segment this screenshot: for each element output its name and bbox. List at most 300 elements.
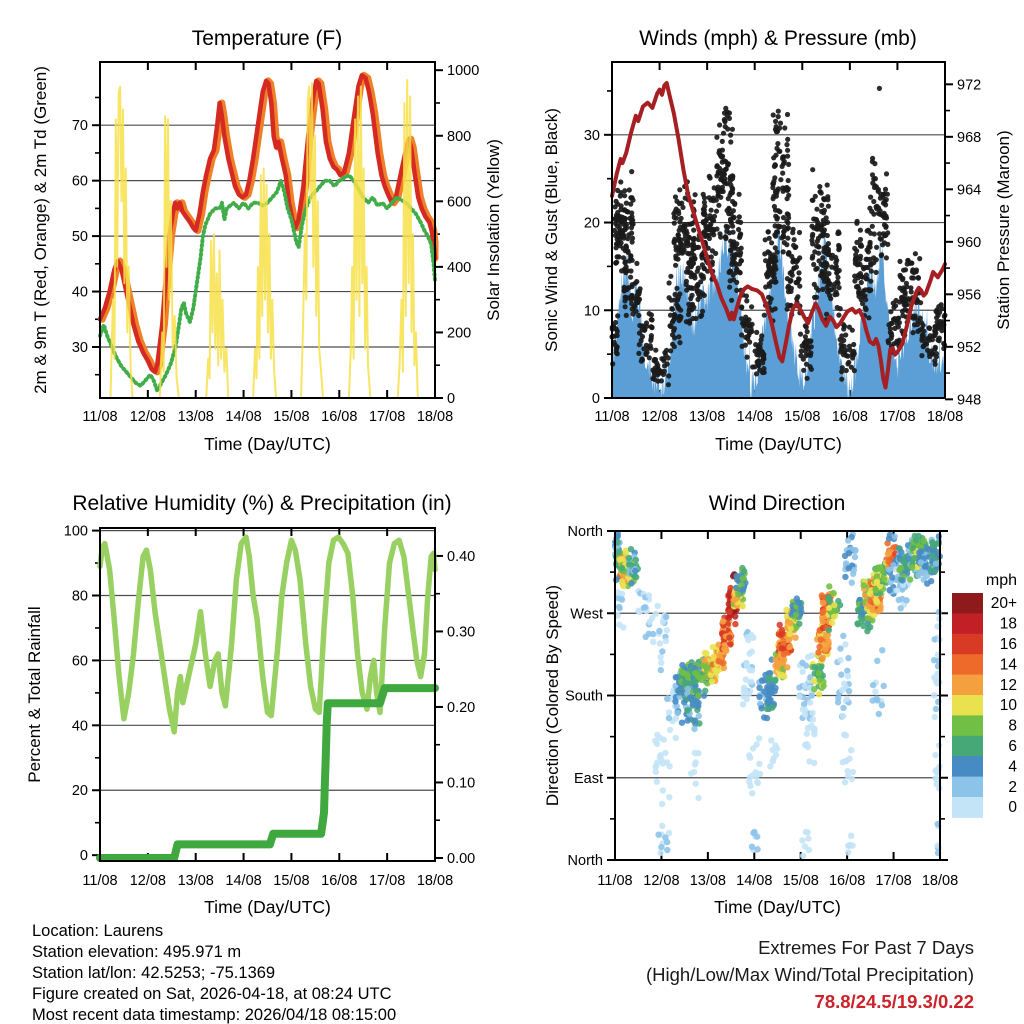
legend-swatch — [952, 777, 983, 798]
gust-dot — [852, 246, 857, 251]
wind-dir-dot — [711, 654, 717, 660]
wind-dir-dot — [799, 837, 805, 843]
gust-dot — [677, 314, 682, 319]
gust-dot — [849, 365, 854, 370]
y-tick-label: North — [567, 853, 603, 869]
x-tick-label: 17/08 — [879, 409, 916, 425]
gust-dot — [634, 261, 639, 266]
gust-dot — [615, 313, 620, 318]
x-tick-label: 13/08 — [688, 409, 726, 425]
gust-dot — [636, 300, 641, 305]
gust-dot — [838, 337, 843, 342]
gust-dot — [762, 370, 767, 375]
gust-dot — [866, 315, 871, 320]
gust-dot — [855, 256, 860, 261]
wind-dir-dot — [903, 597, 909, 603]
x-tick-label: 13/08 — [177, 409, 214, 425]
gust-dot — [793, 245, 798, 250]
gust-dot — [771, 255, 776, 260]
wind-dir-dot — [784, 664, 790, 670]
y-tick-label: 50 — [71, 229, 88, 246]
x-tick-label: 17/08 — [368, 873, 406, 889]
wind-dir-dot — [859, 611, 865, 617]
gust-dot — [884, 171, 889, 176]
y-tick-label: 70 — [71, 118, 88, 135]
wind-dir-dot — [646, 592, 652, 598]
gust-dot — [874, 270, 879, 275]
wind-dir-dot — [746, 778, 752, 784]
gust-dot — [937, 338, 942, 343]
gust-dot — [864, 276, 869, 281]
gust-dot — [734, 280, 739, 285]
wind-dir-dot — [845, 537, 851, 543]
gust-dot — [809, 344, 814, 349]
wind-dir-dot — [756, 685, 762, 691]
y2-tick-label: 0.20 — [447, 699, 476, 716]
wind-dir-dot — [891, 533, 897, 539]
gust-dot — [818, 189, 823, 194]
gust-dot — [738, 220, 743, 225]
gust-dot — [933, 309, 938, 314]
wind-dir-dot — [679, 669, 685, 675]
wind-dir-dot — [704, 665, 710, 671]
gust-dot — [624, 243, 629, 248]
gust-dot — [877, 86, 882, 91]
gust-dot — [653, 357, 658, 362]
wind-dir-dot — [870, 682, 876, 688]
gust-dot — [737, 214, 742, 219]
gust-dot — [878, 236, 883, 241]
gust-dot — [717, 122, 722, 127]
gust-dot — [780, 154, 785, 159]
extremes-title: Extremes For Past 7 Days — [758, 937, 974, 958]
gust-dot — [672, 344, 677, 349]
gust-dot — [696, 245, 701, 250]
x-tick-label: 11/08 — [597, 873, 633, 889]
y2-tick-label: 400 — [447, 259, 472, 276]
gust-dot — [684, 269, 689, 274]
gust-dot — [784, 142, 789, 147]
gust-dot — [821, 210, 826, 215]
x-axis-label: Time (Day/UTC) — [204, 897, 331, 917]
wind-dir-dot — [660, 787, 666, 793]
gust-dot — [858, 242, 863, 247]
left-axis-label: Sonic Wind & Gust (Blue, Black) — [542, 108, 561, 352]
gust-dot — [765, 249, 770, 254]
gust-dot — [722, 119, 727, 124]
gust-dot — [778, 177, 783, 182]
legend-swatch — [952, 736, 983, 757]
wind-dir-dot — [804, 741, 810, 747]
gust-dot — [702, 195, 707, 200]
gust-dot — [667, 295, 672, 300]
y2-tick-label: 200 — [447, 325, 472, 342]
legend-swatch — [952, 654, 983, 675]
wind-dir-dot — [779, 645, 785, 651]
gust-dot — [749, 304, 754, 309]
gust-dot — [886, 338, 891, 343]
gust-dot — [649, 333, 654, 338]
wind-dir-dot — [936, 533, 942, 539]
gust-dot — [835, 269, 840, 274]
wind-dir-dot — [820, 600, 826, 606]
gust-dot — [910, 330, 915, 335]
wind-dir-dot — [701, 693, 707, 699]
gust-dot — [827, 280, 832, 285]
wind-dir-dot — [848, 747, 854, 753]
gust-dot — [722, 181, 727, 186]
y-tick-label: 30 — [71, 339, 88, 356]
gust-dot — [939, 328, 944, 333]
gust-dot — [728, 139, 733, 144]
gust-dot — [667, 323, 672, 328]
wind-dir-dot — [743, 676, 749, 682]
wind-dir-dot — [815, 649, 821, 655]
wind-dir-dot — [918, 548, 924, 554]
wind-dir-dot — [693, 781, 699, 787]
wind-dir-dot — [685, 686, 691, 692]
wind-dir-dot — [642, 604, 648, 610]
gust-dot — [883, 187, 888, 192]
wind-dir-dot — [653, 769, 659, 775]
gust-dot — [786, 212, 791, 217]
gust-dot — [883, 233, 888, 238]
gust-dot — [824, 246, 829, 251]
gust-dot — [629, 214, 634, 219]
left-axis-label: Percent & Total Rainfall — [25, 606, 44, 783]
wind-dir-dot — [870, 697, 876, 703]
gust-dot — [708, 198, 713, 203]
x-tick-label: 11/08 — [594, 409, 630, 425]
y2-tick-label: 0 — [447, 391, 456, 407]
gust-dot — [866, 249, 871, 254]
wind-dir-dot — [896, 597, 902, 603]
gust-dot — [649, 325, 654, 330]
wind-dir-dot — [635, 608, 641, 614]
gust-dot — [788, 279, 793, 284]
gust-dot — [624, 313, 629, 318]
x-tick-label: 14/08 — [225, 409, 262, 425]
series-relative_humidity — [100, 537, 435, 732]
wind-dir-dot — [616, 622, 622, 628]
wind-dir-dot — [835, 699, 841, 705]
wind-dir-dot — [898, 549, 904, 555]
wind-dir-dot — [702, 673, 708, 679]
wind-dir-dot — [933, 561, 939, 567]
gust-dot — [714, 135, 719, 140]
x-axis-label: Time (Day/UTC) — [715, 434, 842, 454]
wind-dir-dot — [809, 693, 815, 699]
gust-dot — [861, 266, 866, 271]
wind-dir-dot — [749, 844, 755, 850]
x-tick-label: 18/08 — [926, 409, 964, 425]
gust-dot — [636, 291, 641, 296]
legend-swatch — [952, 695, 983, 716]
wind-dir-dot — [921, 538, 927, 544]
gust-dot — [710, 218, 715, 223]
wind-dir-dot — [773, 752, 779, 758]
gust-dot — [933, 346, 938, 351]
wind-dir-dot — [633, 557, 639, 563]
legend-title: mph — [985, 572, 1017, 589]
gust-dot — [889, 331, 894, 336]
series-solar_insolation — [100, 80, 435, 398]
gust-dot — [634, 279, 639, 284]
gust-dot — [647, 355, 652, 360]
gust-dot — [897, 259, 902, 264]
gust-dot — [624, 264, 629, 269]
gust-dot — [859, 280, 864, 285]
gust-dot — [871, 199, 876, 204]
gust-dot — [691, 246, 696, 251]
x-tick-label: 11/08 — [82, 409, 118, 425]
gust-dot — [618, 179, 623, 184]
gust-dot — [691, 228, 696, 233]
gust-dot — [795, 294, 800, 299]
y-tick-label: 30 — [583, 127, 600, 144]
gust-dot — [732, 253, 737, 258]
gust-dot — [782, 240, 787, 245]
wind-dir-dot — [667, 727, 673, 733]
gust-dot — [739, 304, 744, 309]
wind-dir-dot — [653, 611, 659, 617]
gust-dot — [826, 204, 831, 209]
gust-dot — [730, 190, 735, 195]
gust-dot — [773, 306, 778, 311]
wind-dir-dot — [860, 623, 866, 629]
gust-dot — [748, 326, 753, 331]
gust-dot — [734, 267, 739, 272]
gust-dot — [916, 276, 921, 281]
wind-dir-dot — [726, 634, 732, 640]
gust-dot — [720, 160, 725, 165]
gust-dot — [727, 285, 732, 290]
gust-dot — [773, 267, 778, 272]
x-tick-label: 17/08 — [875, 873, 912, 889]
gust-dot — [676, 232, 681, 237]
wind-dir-dot — [658, 667, 664, 673]
gust-dot — [933, 324, 938, 329]
gust-dot — [723, 124, 728, 129]
wind-dir-dot — [842, 779, 848, 785]
wind-dir-dot — [723, 648, 729, 654]
gust-dot — [662, 369, 667, 374]
gust-dot — [774, 124, 779, 129]
wind-dir-dot — [650, 639, 656, 645]
gust-dot — [879, 252, 884, 257]
gust-dot — [728, 269, 733, 274]
gust-dot — [688, 296, 693, 301]
gust-dot — [670, 307, 675, 312]
wind-dir-dot — [744, 634, 750, 640]
gust-dot — [796, 270, 801, 275]
gust-dot — [874, 245, 879, 250]
x-tick-label: 18/08 — [921, 873, 959, 889]
wind-dir-dot — [740, 575, 746, 581]
gust-dot — [775, 215, 780, 220]
gust-dot — [856, 291, 861, 296]
gust-dot — [691, 305, 696, 310]
gust-dot — [837, 285, 842, 290]
gust-dot — [644, 320, 649, 325]
gust-dot — [622, 285, 627, 290]
wind-dir-dot — [837, 602, 843, 608]
gust-dot — [613, 217, 618, 222]
wind-dir-dot — [764, 706, 770, 712]
gust-dot — [778, 224, 783, 229]
gust-dot — [871, 255, 876, 260]
wind-dir-dot — [912, 533, 918, 539]
gust-dot — [622, 188, 627, 193]
wind-dir-dot — [818, 636, 824, 642]
gust-dot — [671, 211, 676, 216]
wind-dir-dot — [764, 715, 770, 721]
gust-dot — [724, 224, 729, 229]
wind-dir-dot — [692, 750, 698, 756]
gust-dot — [810, 234, 815, 239]
gust-dot — [900, 276, 905, 281]
gust-dot — [677, 187, 682, 192]
wind-dir-dot — [730, 597, 736, 603]
y-tick-label: 10 — [583, 303, 600, 320]
gust-dot — [739, 258, 744, 263]
gust-dot — [777, 209, 782, 214]
gust-dot — [847, 344, 852, 349]
gust-dot — [880, 242, 885, 247]
gust-dot — [725, 110, 730, 115]
gust-dot — [700, 309, 705, 314]
wind-dir-dot — [753, 741, 759, 747]
gust-dot — [809, 224, 814, 229]
gust-dot — [718, 235, 723, 240]
gust-dot — [737, 253, 742, 258]
gust-dot — [625, 248, 630, 253]
wind-dir-dot — [850, 769, 856, 775]
gust-dot — [739, 332, 744, 337]
gust-dot — [826, 271, 831, 276]
gust-dot — [737, 235, 742, 240]
legend-entry-label: 0 — [1008, 799, 1017, 817]
y-tick-label: 100 — [63, 523, 88, 540]
y2-tick-label: 600 — [447, 194, 472, 211]
y2-tick-label: 0.10 — [447, 775, 476, 792]
gust-dot — [613, 261, 618, 266]
gust-dot — [919, 320, 924, 325]
gust-dot — [740, 344, 745, 349]
gust-dot — [620, 219, 625, 224]
legend-swatch — [952, 613, 983, 634]
wind-dir-dot — [744, 663, 750, 669]
gust-dot — [797, 230, 802, 235]
wind-dir-dot — [727, 641, 733, 647]
wind-dir-dot — [931, 692, 937, 698]
gust-dot — [855, 261, 860, 266]
wind-dir-dot — [845, 673, 851, 679]
wind-dir-dot — [657, 850, 663, 856]
gust-dot — [770, 185, 775, 190]
gust-dot — [827, 288, 832, 293]
gust-dot — [744, 318, 749, 323]
gust-dot — [869, 269, 874, 274]
y2-tick-label: 972 — [957, 77, 982, 94]
gust-dot — [754, 330, 759, 335]
wind-dir-dot — [840, 633, 846, 639]
gust-dot — [750, 364, 755, 369]
gust-dot — [771, 112, 776, 117]
wind-dir-dot — [746, 650, 752, 656]
wind-dir-dot — [885, 551, 891, 557]
gust-dot — [798, 332, 803, 337]
wind-dir-dot — [801, 701, 807, 707]
wind-dir-dot — [932, 714, 938, 720]
wind-dir-dot — [740, 701, 746, 707]
gust-dot — [939, 302, 944, 307]
gust-dot — [673, 263, 678, 268]
gust-dot — [779, 235, 784, 240]
gust-dot — [786, 178, 791, 183]
wind-dir-dot — [830, 590, 836, 596]
y-tick-label: 60 — [71, 653, 88, 670]
gust-dot — [666, 382, 671, 387]
wind-dir-dot — [684, 707, 690, 713]
gust-dot — [615, 188, 620, 193]
legend-entry-label: 20+ — [990, 595, 1017, 613]
wind-dir-dot — [899, 577, 905, 583]
x-tick-label: 12/08 — [129, 873, 167, 889]
gust-dot — [814, 243, 819, 248]
gust-dot — [698, 314, 703, 319]
gust-dot — [870, 224, 875, 229]
gust-dot — [771, 155, 776, 160]
wind-dir-dot — [781, 651, 787, 657]
gust-dot — [728, 278, 733, 283]
wind-dir-dot — [820, 618, 826, 624]
wind-dir-dot — [874, 658, 880, 664]
wind-dir-dot — [792, 635, 798, 641]
gust-dot — [772, 204, 777, 209]
wind-dir-dot — [840, 705, 846, 711]
gust-dot — [921, 329, 926, 334]
wind-dir-dot — [804, 731, 810, 737]
wind-dir-dot — [846, 550, 852, 556]
gust-dot — [785, 196, 790, 201]
y-tick-label: East — [573, 770, 603, 787]
wind-dir-dot — [749, 790, 755, 796]
gust-dot — [769, 240, 774, 245]
gust-dot — [795, 258, 800, 263]
gust-dot — [833, 255, 838, 260]
gust-dot — [872, 185, 877, 190]
gust-dot — [672, 297, 677, 302]
wind-dir-dot — [799, 660, 805, 666]
x-tick-label: 18/08 — [416, 873, 454, 889]
gust-dot — [801, 368, 806, 373]
gust-dot — [910, 269, 915, 274]
x-tick-label: 16/08 — [321, 873, 358, 889]
wind-dir-dot — [750, 830, 756, 836]
wind-dir-dot — [666, 794, 672, 800]
wind-dir-dot — [727, 609, 733, 615]
gust-dot — [792, 266, 797, 271]
wind-dir-dot — [740, 587, 746, 593]
wind-dir-dot — [655, 832, 661, 838]
gust-dot — [623, 270, 628, 275]
gust-dot — [668, 274, 673, 279]
wind-dir-dot — [675, 710, 681, 716]
gust-dot — [836, 313, 841, 318]
gust-dot — [781, 249, 786, 254]
right-axis-label: Station Pressure (Maroon) — [994, 130, 1013, 330]
